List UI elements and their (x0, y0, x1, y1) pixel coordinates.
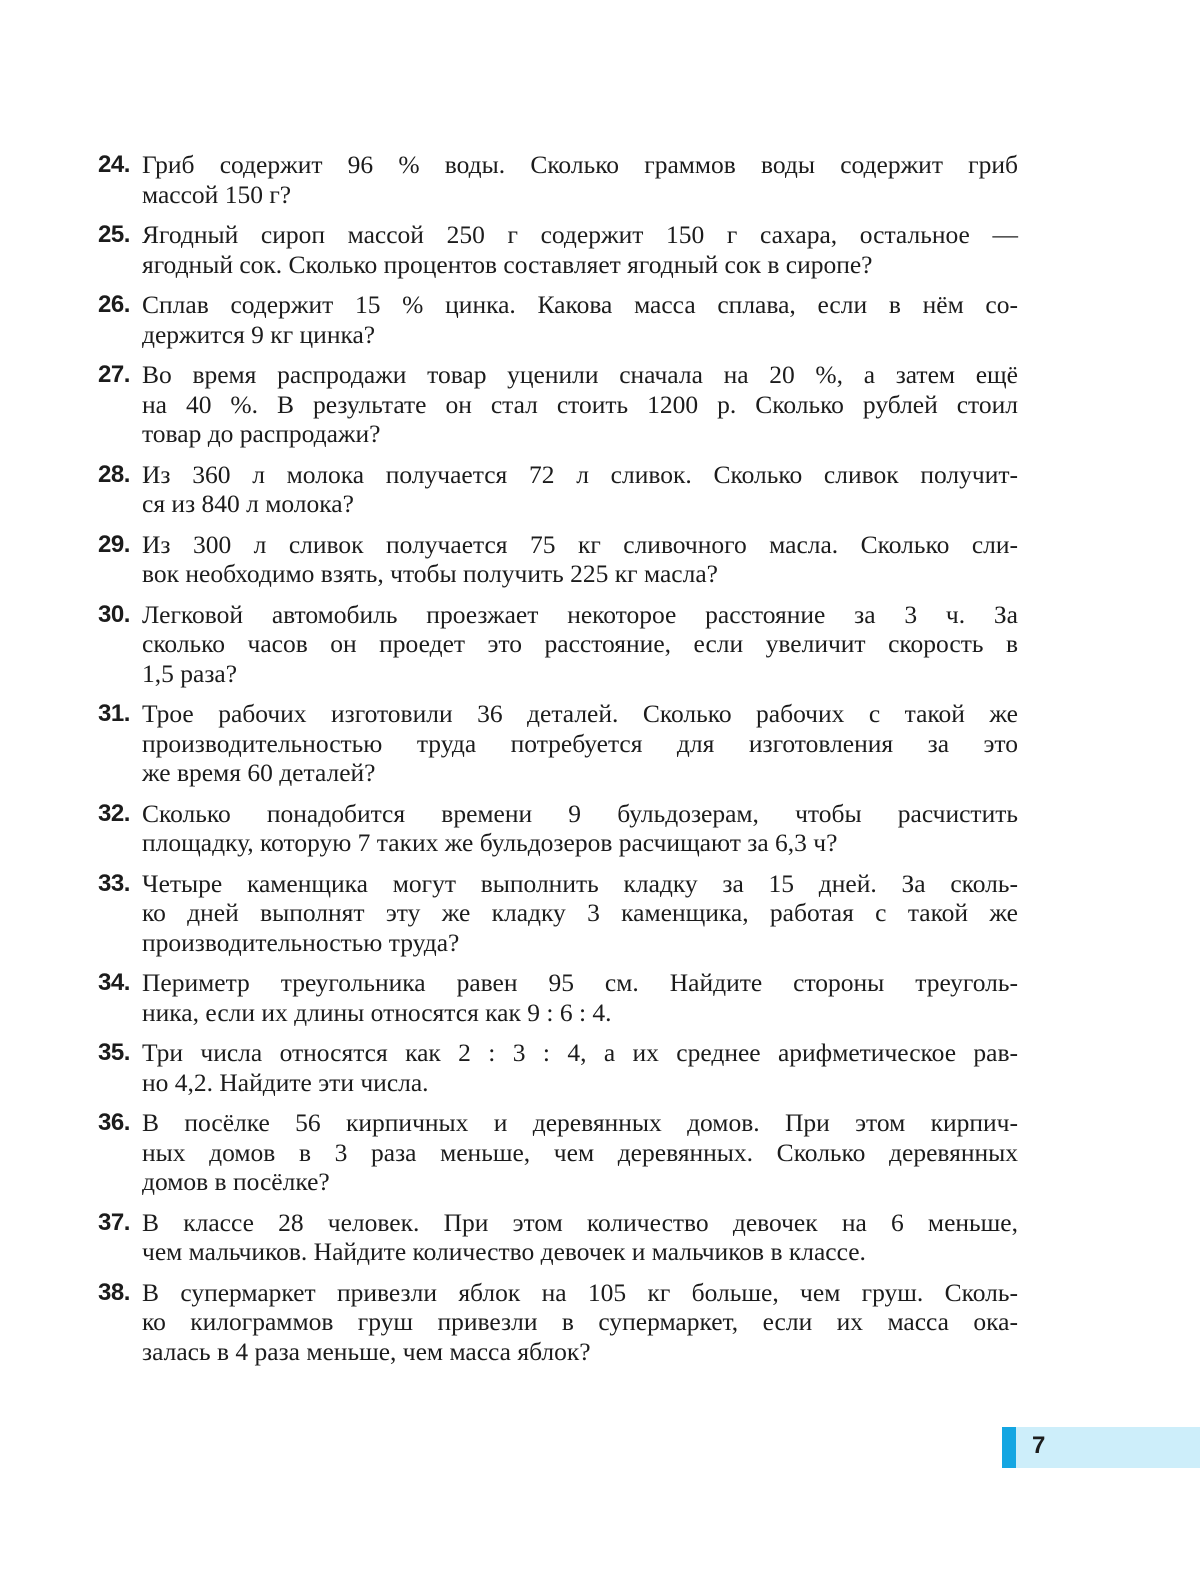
problem-text-line: Четыре каменщика могут выполнить кладку за 15 дней. За сколь- (142, 868, 1018, 898)
problem-item (98, 869, 1018, 958)
problem-item (98, 1108, 1018, 1197)
problem-text-line: Легковой автомобиль проезжает некоторое расстояние за 3 ч. За (142, 599, 1018, 629)
problem-number: 30. (98, 600, 130, 628)
problem-text (142, 530, 1018, 589)
problem-item (98, 220, 1018, 279)
problem-text-line: производительностью труда потребуется для изготовления за это (142, 728, 1018, 758)
problem-number: 32. (98, 799, 130, 827)
problem-text-line: Трое рабочих изготовили 36 деталей. Сколько рабочих с такой же (142, 699, 1018, 728)
page-number: 7 (1032, 1432, 1046, 1459)
problem-number: 25. (98, 221, 130, 248)
problem-item (98, 290, 1018, 349)
problem-text-line: Гриб содержит 96 % воды. Сколько граммов воды содержит гриб (142, 150, 1018, 179)
problem-text-line: сколько часов он проедет это расстояние, если увеличит скорость в (142, 629, 1018, 658)
problem-text-line: Сплав содержит 15 % цинка. Какова масса сплава, если в нём со- (142, 290, 1018, 319)
problem-text-line: вок необходимо взять, чтобы получить 225 кг масла? (142, 559, 718, 588)
problem-text-line: чем мальчиков. Найдите количество девочек и мальчиков в классе. (142, 1237, 866, 1266)
problem-text (142, 150, 1018, 209)
problem-text-line: домов в посёлке? (142, 1167, 330, 1196)
problem-item (98, 1038, 1018, 1097)
problem-text-line: В супермаркет привезли яблок на 105 кг больше, чем груш. Сколь- (142, 1277, 1018, 1307)
problem-number: 35. (98, 1039, 130, 1066)
problem-text-line: ся из 840 л молока? (142, 489, 354, 518)
problem-item (98, 360, 1018, 449)
problem-text-line: но 4,2. Найдите эти числа. (142, 1067, 429, 1097)
problem-text-line: В классе 28 человек. При этом количество девочек на 6 меньше, (142, 1207, 1018, 1237)
problem-list (98, 150, 1018, 1377)
problem-text (142, 699, 1018, 788)
problem-text-line: Во время распродажи товар уценили сначала на 20 %, а затем ещё (142, 360, 1018, 389)
problem-text-line: массой 150 г? (142, 179, 292, 209)
problem-text-line: ко дней выполнят эту же кладку 3 каменщика, работая с такой же (142, 898, 1018, 927)
problem-text (142, 968, 1018, 1027)
page-number-tab (1002, 1427, 1200, 1468)
problem-text-line: Из 300 л сливок получается 75 кг сливочного масла. Сколько сли- (142, 529, 1018, 559)
problem-text-line: ных домов в 3 раза меньше, чем деревянных. Сколько деревянных (142, 1137, 1018, 1167)
problem-number: 37. (98, 1208, 130, 1236)
problem-number: 34. (98, 969, 130, 996)
problem-text (142, 220, 1018, 279)
problem-item (98, 968, 1018, 1027)
problem-item (98, 150, 1018, 209)
problem-text-line: держится 9 кг цинка? (142, 319, 376, 349)
problem-text (142, 1208, 1018, 1267)
problem-text-line: Из 360 л молока получается 72 л сливок. Сколько сливок получит- (142, 459, 1018, 489)
problem-text (142, 1038, 1018, 1097)
problem-text-line: 1,5 раза? (142, 658, 238, 688)
problem-text-line: ника, если их длины относятся как 9 : 6 : 4. (142, 997, 612, 1027)
problem-number: 28. (98, 460, 130, 488)
problem-text (142, 600, 1018, 689)
problem-text (142, 869, 1018, 958)
problem-text-line: залась в 4 раза меньше, чем масса яблок? (142, 1336, 591, 1366)
problem-number: 24. (98, 151, 130, 178)
problem-text-line: Периметр треугольника равен 95 см. Найдите стороны треуголь- (142, 968, 1018, 997)
problem-text-line: Сколько понадобится времени 9 бульдозерам, чтобы расчистить (142, 798, 1018, 828)
problem-number: 29. (98, 530, 130, 558)
problem-text-line: площадку, которую 7 таких же бульдозеров расчищают за 6,3 ч? (142, 828, 838, 857)
problem-text-line: В посёлке 56 кирпичных и деревянных домов. При этом кирпич- (142, 1108, 1018, 1137)
problem-item (98, 799, 1018, 858)
problem-text (142, 1278, 1018, 1367)
problem-text-line: ко килограммов груш привезли в супермаркет, если их масса ока- (142, 1307, 1018, 1336)
problem-number: 27. (98, 361, 130, 388)
problem-text-line: на 40 %. В результате он стал стоить 1200 р. Сколько рублей стоил (142, 389, 1018, 419)
problem-item (98, 460, 1018, 519)
problem-item (98, 600, 1018, 689)
problem-text (142, 1108, 1018, 1197)
problem-item (98, 1278, 1018, 1367)
problem-text-line: производительностью труда? (142, 927, 460, 957)
problem-text-line: Три числа относятся как 2 : 3 : 4, а их среднее арифметическое рав- (142, 1038, 1018, 1067)
problem-text-line: же время 60 деталей? (142, 758, 376, 787)
problem-item (98, 699, 1018, 788)
problem-text (142, 460, 1018, 519)
problem-number: 36. (98, 1109, 130, 1136)
problem-text-line: Ягодный сироп массой 250 г содержит 150 г сахара, остальное — (142, 220, 1018, 249)
problem-text (142, 360, 1018, 449)
problem-item (98, 1208, 1018, 1267)
problem-text (142, 290, 1018, 349)
problem-number: 31. (98, 700, 130, 727)
problem-text-line: товар до распродажи? (142, 419, 381, 448)
problem-item (98, 530, 1018, 589)
problem-number: 33. (98, 869, 130, 897)
problem-number: 38. (98, 1278, 130, 1306)
page-accent-bar (1002, 1427, 1016, 1468)
problem-text (142, 799, 1018, 858)
problem-number: 26. (98, 291, 130, 318)
problem-text-line: ягодный сок. Сколько процентов составляет ягодный сок в сиропе? (142, 249, 873, 279)
